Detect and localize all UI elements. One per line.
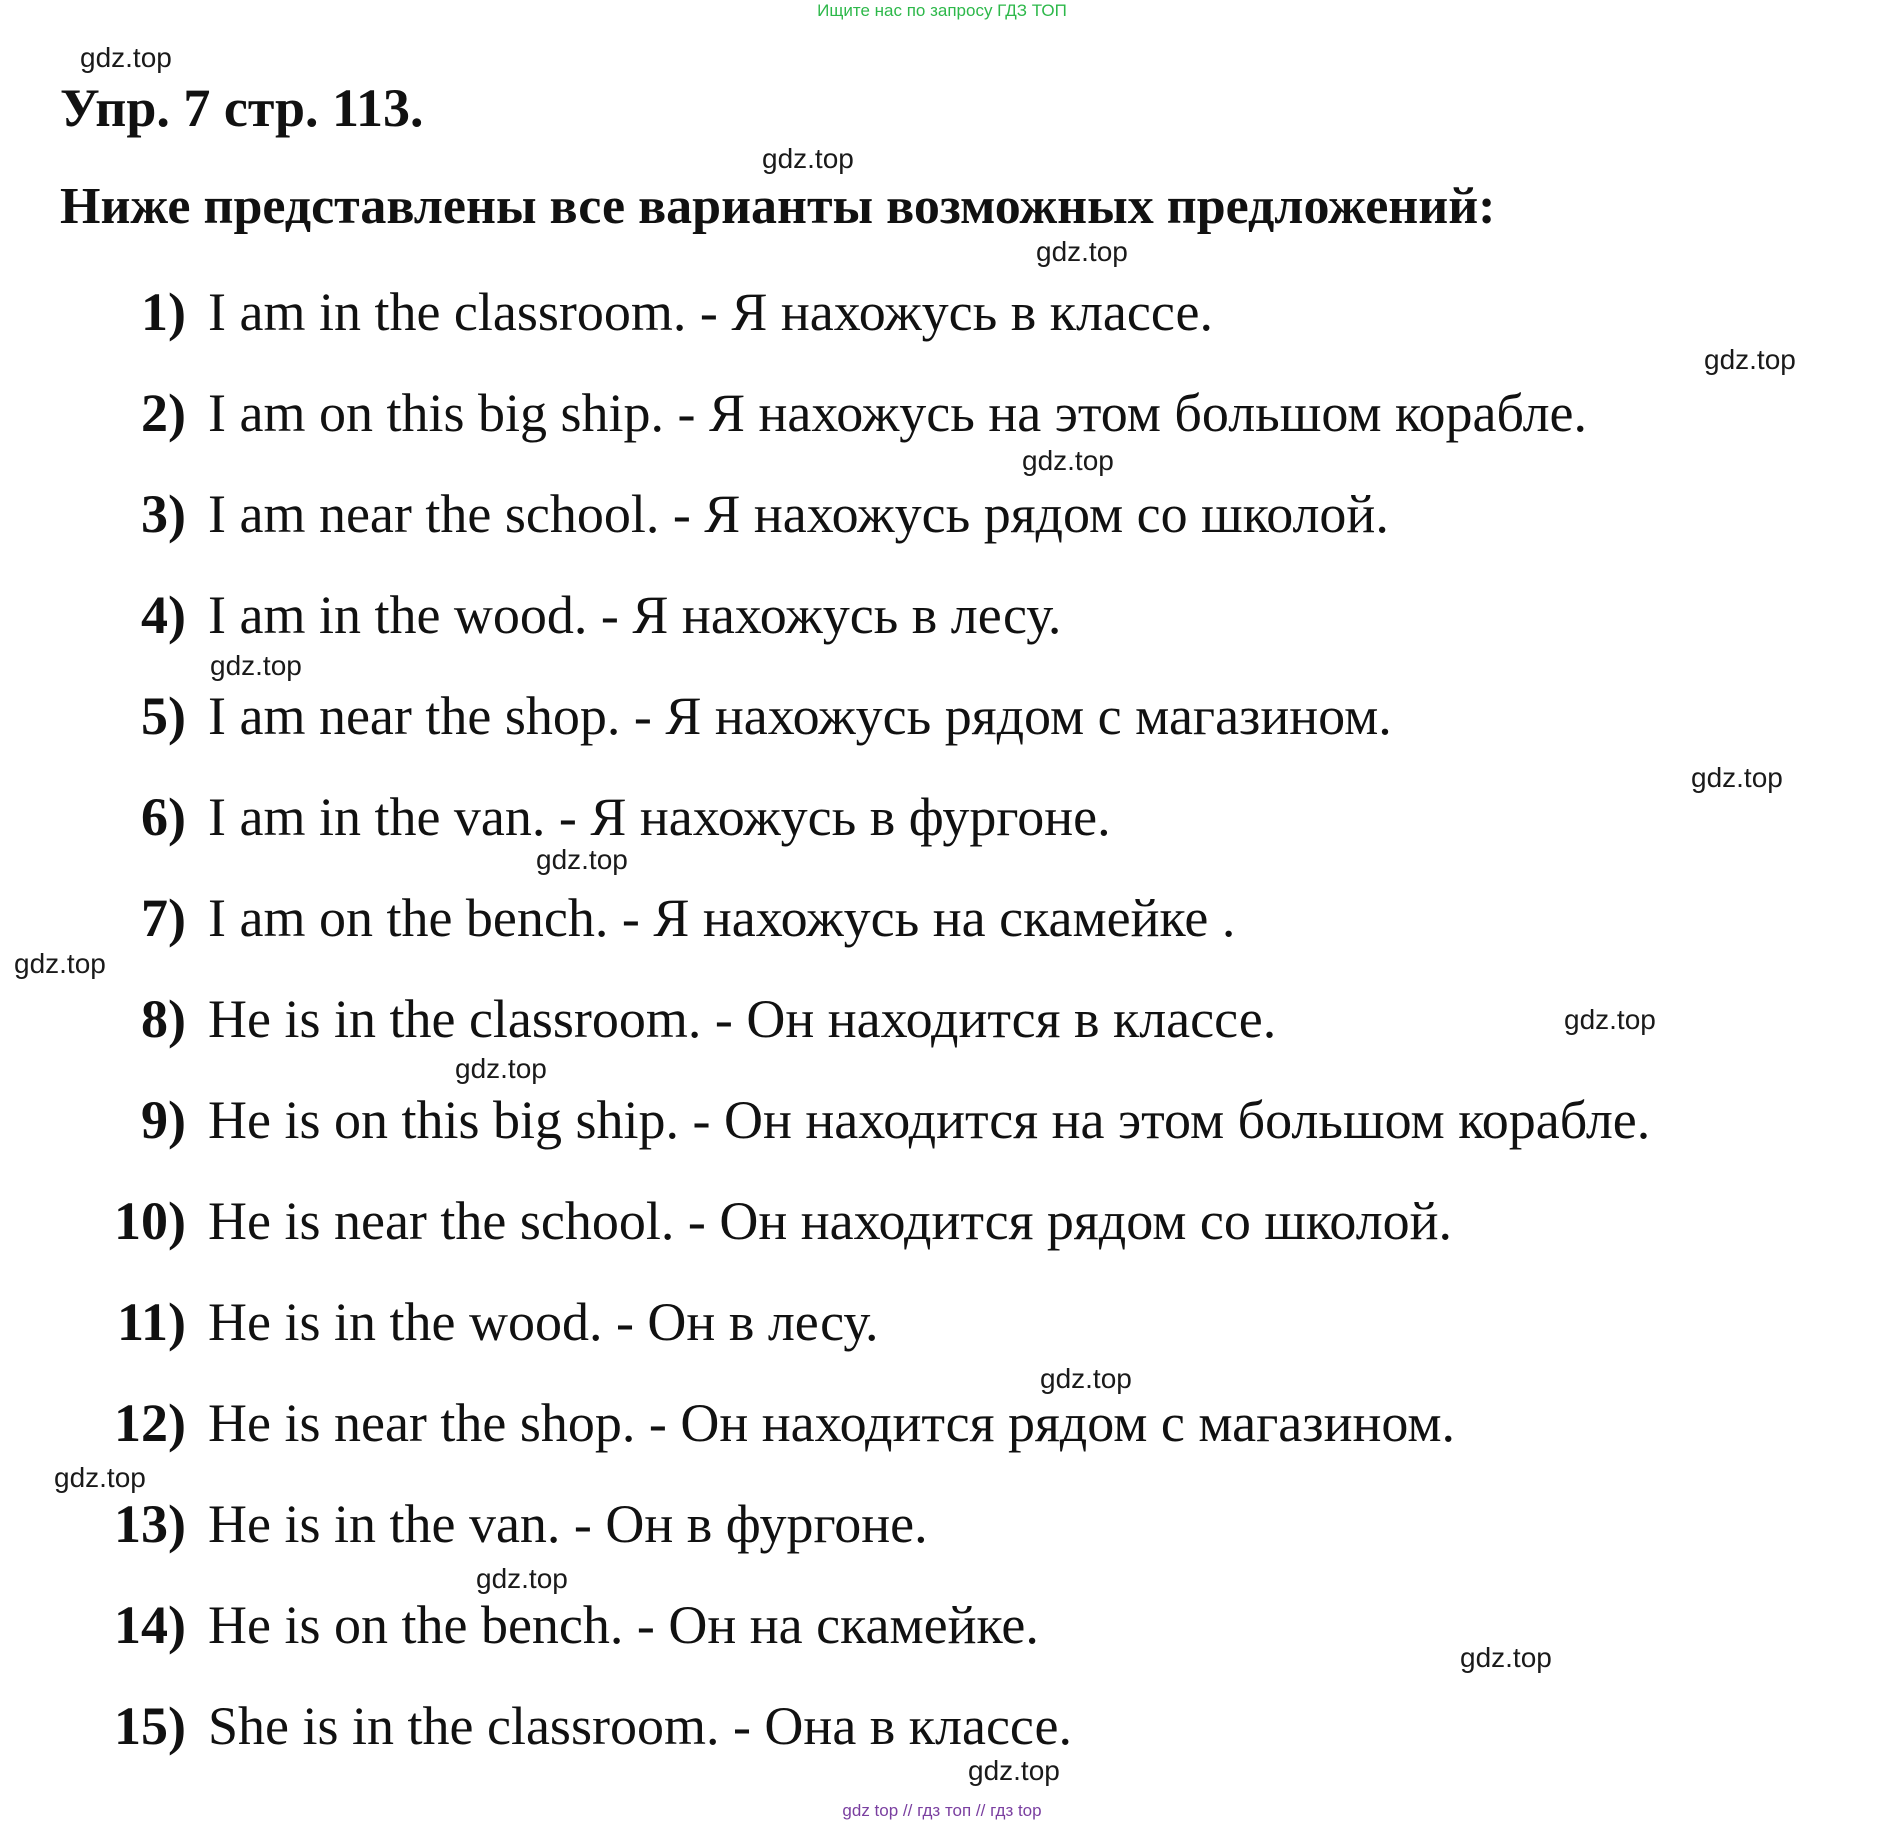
- watermark: gdz.top: [14, 948, 106, 979]
- item-number: 6): [141, 787, 186, 847]
- footer-credits: gdz top // гдз топ // гдз top: [842, 1801, 1042, 1820]
- item-number: 8): [141, 989, 186, 1049]
- item-text: I am near the school. - Я нахожусь рядом со школой.: [208, 484, 1389, 544]
- item-text: I am in the wood. - Я нахожусь в лесу.: [208, 585, 1062, 645]
- item-number: 11): [116, 1292, 186, 1352]
- watermark: gdz.top: [1704, 344, 1796, 375]
- watermark: gdz.top: [536, 844, 628, 875]
- item-number: 2): [141, 383, 186, 443]
- list-item: [0, 1383, 1650, 1484]
- watermark: gdz.top: [1460, 1642, 1552, 1673]
- list-item: [0, 878, 1650, 979]
- item-text: He is near the school. - Он находится рядом со школой.: [208, 1191, 1453, 1251]
- watermark: gdz.top: [455, 1053, 547, 1084]
- list-item: [0, 1080, 1650, 1181]
- list-item: [0, 373, 1650, 474]
- watermark: gdz.top: [1691, 762, 1783, 793]
- list-item: [0, 1484, 1650, 1585]
- list-item: [0, 1585, 1650, 1686]
- item-number: 5): [141, 686, 186, 746]
- item-text: He is on this big ship. - Он находится на этом большом корабле.: [208, 1090, 1651, 1150]
- item-text: He is in the van. - Он в фургоне.: [208, 1494, 928, 1554]
- item-number: 9): [141, 1090, 186, 1150]
- item-number: 14): [114, 1595, 186, 1655]
- watermark: gdz.top: [80, 42, 172, 73]
- watermark: gdz.top: [54, 1462, 146, 1493]
- top-banner: Ищите нас по запросу ГДЗ ТОП: [817, 1, 1067, 20]
- item-text: He is in the classroom. - Он находится в классе.: [208, 989, 1277, 1049]
- item-text: He is near the shop. - Он находится рядом с магазином.: [208, 1393, 1456, 1453]
- item-number: 1): [141, 282, 186, 342]
- watermark: gdz.top: [762, 143, 854, 174]
- sentence-list: [0, 272, 1650, 1787]
- item-number: 10): [114, 1191, 186, 1251]
- watermark: gdz.top: [1040, 1363, 1132, 1394]
- list-item: [0, 474, 1650, 575]
- list-item: [0, 777, 1650, 878]
- list-item: [0, 1181, 1650, 1282]
- item-number: 3): [141, 484, 186, 544]
- list-item: [0, 1282, 1650, 1383]
- watermark: gdz.top: [210, 650, 302, 681]
- list-item: [0, 272, 1650, 373]
- watermark: gdz.top: [968, 1755, 1060, 1786]
- exercise-subtitle: Ниже представлены все варианты возможных предложений:: [60, 178, 1496, 235]
- item-number: 15): [114, 1696, 186, 1756]
- item-text: He is on the bench. - Он на скамейке.: [208, 1595, 1039, 1655]
- watermark: gdz.top: [476, 1563, 568, 1594]
- item-text: She is in the classroom. - Она в классе.: [208, 1696, 1072, 1756]
- list-item: [0, 979, 1650, 1080]
- item-text: I am on this big ship. - Я нахожусь на этом большом корабле.: [208, 383, 1588, 443]
- list-item: [0, 1686, 1650, 1787]
- item-text: He is in the wood. - Он в лесу.: [208, 1292, 879, 1352]
- watermark: gdz.top: [1022, 445, 1114, 476]
- exercise-title: Упр. 7 стр. 113.: [60, 78, 424, 138]
- watermark: gdz.top: [1036, 236, 1128, 267]
- item-number: 13): [114, 1494, 186, 1554]
- item-text: I am on the bench. - Я нахожусь на скамейке .: [208, 888, 1236, 948]
- item-text: I am near the shop. - Я нахожусь рядом с магазином.: [208, 686, 1392, 746]
- item-text: I am in the van. - Я нахожусь в фургоне.: [208, 787, 1111, 847]
- item-number: 4): [141, 585, 186, 645]
- item-number: 7): [141, 888, 186, 948]
- watermark: gdz.top: [1564, 1004, 1656, 1035]
- list-item: [0, 676, 1650, 777]
- item-text: I am in the classroom. - Я нахожусь в классе.: [208, 282, 1213, 342]
- item-number: 12): [114, 1393, 186, 1453]
